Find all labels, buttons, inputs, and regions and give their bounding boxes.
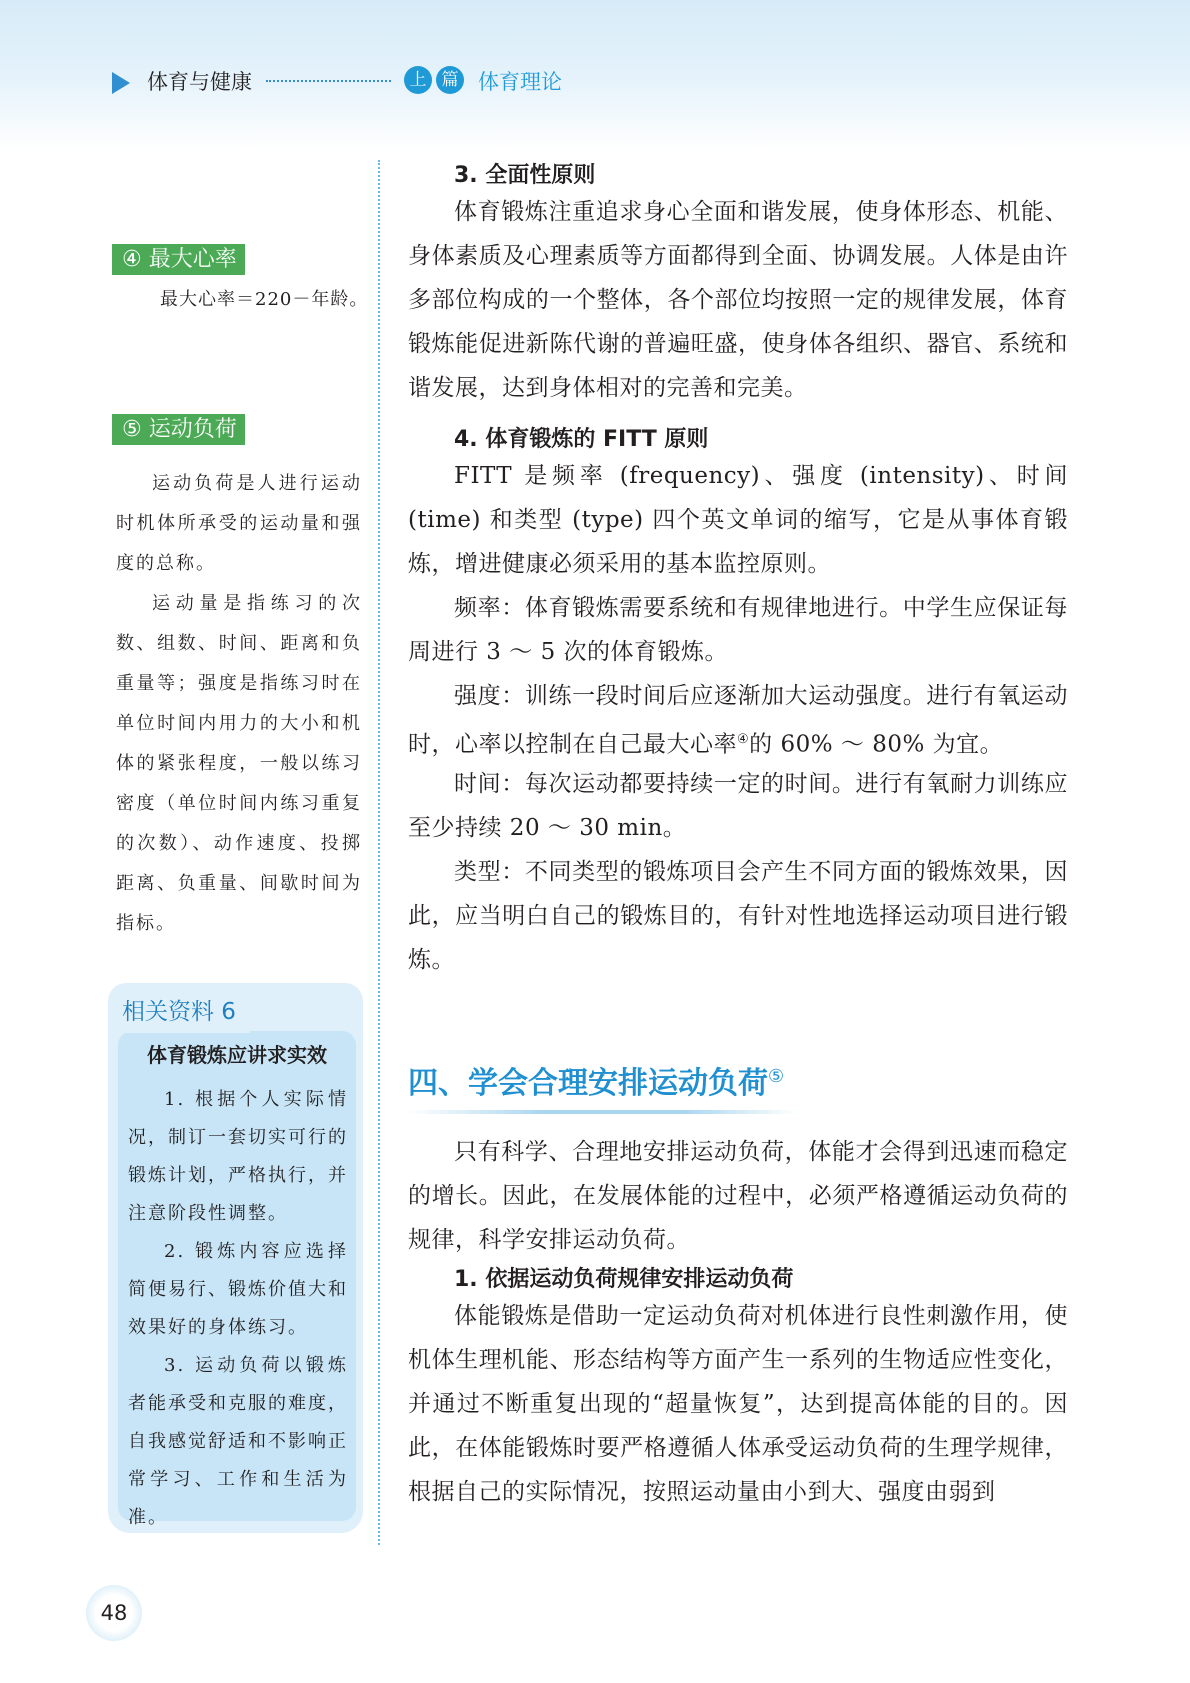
related-info-tab — [108, 985, 250, 1033]
note5-paragraph: 运动量是指练习的次数、组数、时间、距离和负重量等；强度是指练习时在单位时间内用力的大小和机体的紧张程度，一般以练习密度（单位时间内练习重复的次数）、动作速度、投掷距离、负重量、间歇时间为指标。 — [116, 593, 362, 934]
note4-tag: ④ 最大心率 — [112, 244, 245, 275]
related-info-item: 1. 根据个人实际情况，制订一套切实可行的锻炼计划，严格执行，并注意阶段性调整。 — [128, 1089, 348, 1224]
related-info-item: 3. 运动负荷以锻炼者能承受和克服的难度，自我感觉舒适和不影响正常学习、工作和生活为准。 — [128, 1355, 348, 1528]
related-info-title: 体育锻炼应讲求实效 — [147, 1043, 327, 1067]
related-info-content — [118, 1031, 356, 1528]
section-title: 体育理论 — [478, 70, 562, 94]
related-info-box — [108, 983, 363, 1533]
paragraph-type: 类型：不同类型的锻炼项目会产生不同方面的锻炼效果，因此，应当明白自己的锻炼目的，有针对性地选择运动项目进行锻炼。 — [408, 859, 1068, 973]
section-underline — [408, 1110, 798, 1114]
paragraph-time: 时间：每次运动都要持续一定的时间。进行有氧耐力训练应至少持续 20 ～ 30 min。 — [408, 771, 1068, 841]
footnote-ref[interactable]: ④ — [737, 732, 750, 747]
subheading-load-rule: 1. 依据运动负荷规律安排运动负荷 — [454, 1267, 794, 1292]
paragraph-fitt-intro: FITT 是频率 (frequency)、强度 (intensity)、时间 (time) 和类型 (type) 四个英文单词的缩写，它是从事体育锻炼，增进健康必须采用的基本监控原则。 — [408, 463, 1068, 577]
subheading-comprehensive: 3. 全面性原则 — [454, 163, 596, 188]
subheading-fitt: 4. 体育锻炼的 FITT 原则 — [454, 427, 709, 452]
related-info-tab-label: 相关资料 6 — [122, 999, 236, 1025]
paragraph-intensity: 强度：训练一段时间后应逐渐加大运动强度。进行有氧运动时，心率以控制在自己最大心率④的 60% ～ 80% 为宜。 — [408, 683, 1068, 758]
paragraph-comprehensive: 体育锻炼注重追求身心全面和谐发展，使身体形态、机能、身体素质及心理素质等方面都得到全面、协调发展。人体是由许多部位构成的一个整体，各个部位均按照一定的规律发展，体育锻炼能促进新陈代谢的普遍旺盛，使身体各组织、器官、系统和谐发展，达到身体相对的完善和完美。 — [408, 199, 1068, 401]
max-heart-rate-formula: 最大心率＝220－年龄。 — [160, 289, 369, 310]
part-badge-first: 上 — [404, 66, 432, 94]
play-arrow-icon — [112, 72, 130, 94]
part-badge-second: 篇 — [436, 66, 464, 94]
section-heading: 四、学会合理安排运动负荷⑤ — [408, 1066, 785, 1101]
footnote-ref[interactable]: ⑤ — [768, 1066, 785, 1087]
paragraph-frequency: 频率：体育锻炼需要系统和有规律地进行。中学生应保证每周进行 3 ～ 5 次的体育锻炼。 — [408, 595, 1068, 665]
header-dotted-leader — [266, 80, 391, 82]
note5-paragraph: 运动负荷是人进行运动时机体所承受的运动量和强度的总称。 — [116, 473, 362, 574]
paragraph-load-rule: 体能锻炼是借助一定运动负荷对机体进行良性刺激作用，使机体生理机能、形态结构等方面产生一系列的生物适应性变化，并通过不断重复出现的“超量恢复”，达到提高体能的目的。因此，在体能锻炼时要严格遵循人体承受运动负荷的生理学规律，根据自己的实际情况，按照运动量由小到大、强度由弱到 — [408, 1303, 1068, 1505]
note5-tag: ⑤ 运动负荷 — [112, 414, 245, 445]
related-info-item: 2. 锻炼内容应选择简便易行、锻炼价值大和效果好的身体练习。 — [128, 1241, 348, 1338]
page-number: 48 — [86, 1585, 142, 1641]
column-divider — [378, 160, 380, 1545]
book-title: 体育与健康 — [147, 70, 252, 94]
paragraph-load-intro: 只有科学、合理地安排运动负荷，体能才会得到迅速而稳定的增长。因此，在发展体能的过程中，必须严格遵循运动负荷的规律，科学安排运动负荷。 — [408, 1139, 1068, 1253]
